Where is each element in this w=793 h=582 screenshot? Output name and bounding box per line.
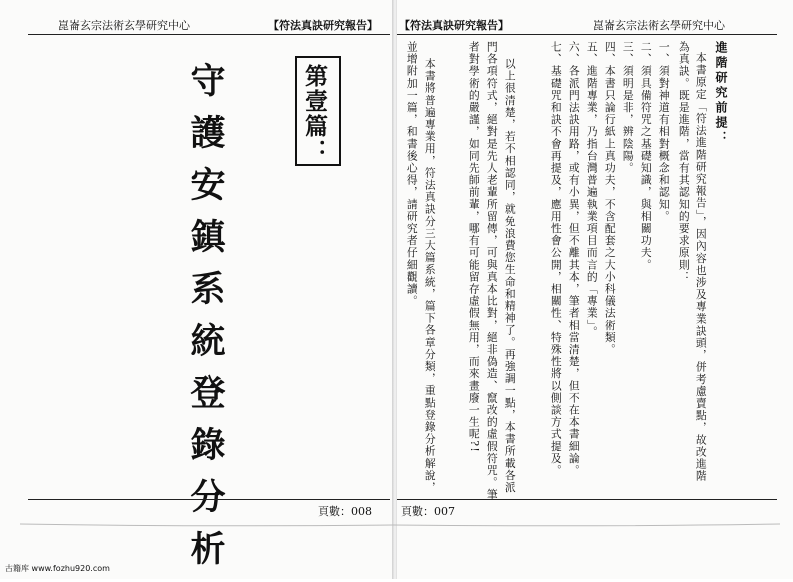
left-footer-rule [28, 499, 390, 500]
left-header-report: 【符法真訣研究報告】 [268, 19, 378, 32]
left-page-number: 頁數：008 [318, 505, 372, 518]
paragraph-line: 者對學術的嚴謹，如同先師前輩，哪有可能留存虛假無用，而來畫廢一生呢?! [467, 41, 481, 454]
paragraph-line: 本書將普遍專業用，符法真訣分三大篇系統，篇下各章分類，重點登錄分析解說， [423, 58, 437, 494]
right-header-title: 崑崙玄宗法術玄學研究中心 [593, 19, 725, 32]
rule-item: 二、須具備符咒之基礎知識，與相關功夫。 [639, 41, 653, 271]
paragraph-line: 門各項符式，絕對是先人老輩所留傳，可與真本比對，絕非偽造、竄改的虛假符咒。筆 [485, 41, 499, 501]
book-title: 守護安鎮系統登錄分析 [185, 62, 226, 582]
right-header-rule [397, 34, 777, 35]
website-watermark [5, 563, 110, 574]
rule-item: 一、須對神道有相對概念和認知。 [657, 41, 671, 223]
section-heading: 進階研究前提： [714, 41, 728, 146]
rule-item: 三、須明是非，辨陰陽。 [621, 41, 635, 175]
intro-line: 本書原定「符法進階研究報告」，因內容也涉及專業訣頭，併考慮賣點，故改進階 [694, 52, 708, 483]
rule-item: 七、基礎咒和訣不會再提及，應用性會公開，相關性、特殊性將以側談方式提及。 [549, 41, 563, 477]
paragraph-line: 以上很清楚，若不相認同，就免浪費您生命和精神了。再強調一點，本書所載各派 [503, 58, 517, 494]
website-text: 古籍库 www.fozhu920.com [5, 564, 110, 573]
right-page [397, 0, 793, 579]
rule-item: 六、各派門法訣用路，或有小異，但不離其本，筆者相當清楚，但不在本書細論。 [567, 41, 581, 477]
right-header-report: 【符法真訣研究報告】 [399, 19, 509, 32]
rule-item: 五、進階專業，乃指台灣普遍執業項目而言的「專業」。 [585, 41, 599, 339]
intro-line: 為真訣。既是進階，當有其認知的要求原則： [677, 41, 691, 283]
page-edge-shadow [0, 522, 793, 528]
chapter-label: 第壹篇： [301, 64, 328, 164]
right-page-number: 頁數：007 [401, 505, 455, 518]
rule-item: 四、本書只論行紙上真功夫，不含配套之大小科儀法術類。 [603, 41, 617, 356]
left-header-title: 崑崙玄宗法術玄學研究中心 [58, 19, 190, 32]
right-footer-rule [397, 499, 777, 500]
chapter-label-box [295, 56, 341, 166]
left-page [0, 0, 393, 582]
left-header-rule [28, 34, 390, 35]
paragraph-line: 並增附加一篇，和書後心得，請研究者仔細觀讀。 [405, 41, 419, 308]
